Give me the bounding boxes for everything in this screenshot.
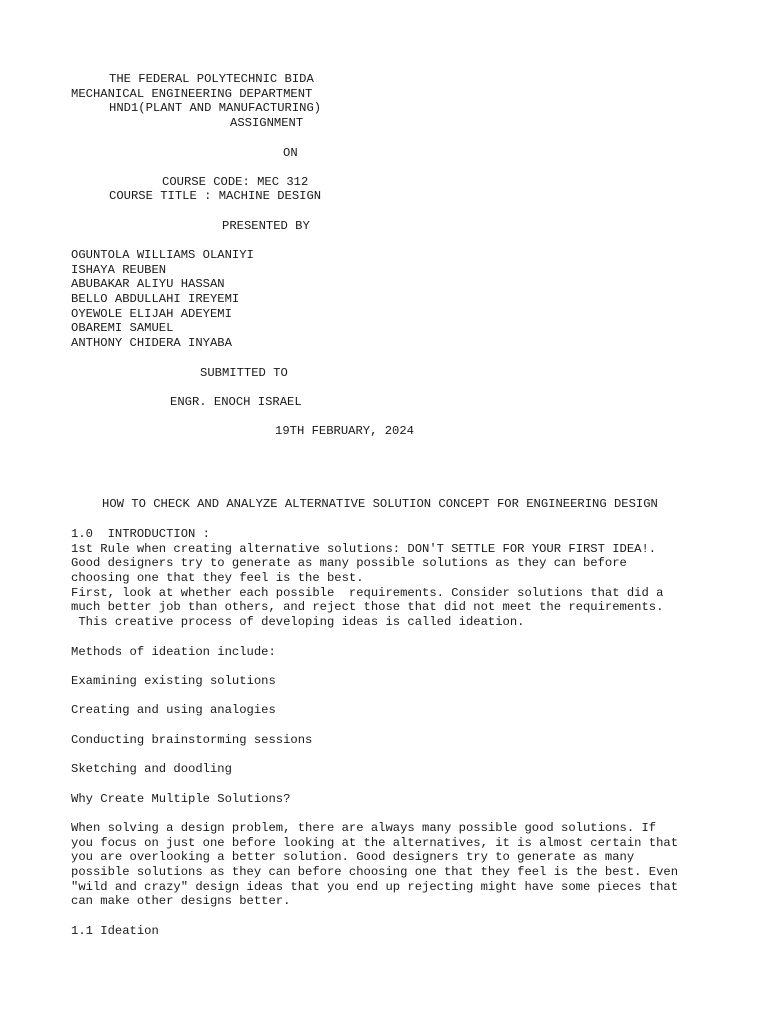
presenter-name: ABUBAKAR ALIYU HASSAN	[71, 277, 225, 291]
why-line: can make other designs better.	[71, 894, 291, 908]
why-line: you are overlooking a better solution. Good designers try to generate as many	[71, 850, 635, 864]
presenter-name: OYEWOLE ELIJAH ADEYEMI	[71, 307, 232, 321]
intro-line: much better job than others, and reject those that did not meet the requirements.	[71, 600, 664, 614]
course-title: COURSE TITLE : MACHINE DESIGN	[109, 189, 322, 203]
presenter-name: OGUNTOLA WILLIAMS OLANIYI	[71, 248, 254, 262]
why-heading: Why Create Multiple Solutions?	[71, 792, 291, 806]
intro-line: choosing one that they feel is the best.	[71, 571, 364, 585]
why-line: possible solutions as they can before choosing one that they feel is the best. Even	[71, 865, 679, 879]
department-name: MECHANICAL ENGINEERING DEPARTMENT	[71, 87, 313, 101]
method-item: Conducting brainstorming sessions	[71, 733, 313, 747]
institution-name: THE FEDERAL POLYTECHNIC BIDA	[109, 72, 314, 86]
intro-heading: 1.0 INTRODUCTION :	[71, 527, 210, 541]
document-title: HOW TO CHECK AND ANALYZE ALTERNATIVE SOLUTION CONCEPT FOR ENGINEERING DESIGN	[102, 497, 658, 511]
method-item: Creating and using analogies	[71, 703, 276, 717]
submission-date: 19TH FEBRUARY, 2024	[275, 424, 414, 438]
submitted-to-label: SUBMITTED TO	[200, 366, 288, 380]
why-line: When solving a design problem, there are always many possible good solutions. If	[71, 821, 657, 835]
program-name: HND1(PLANT AND MANUFACTURING)	[109, 101, 322, 115]
section-heading: 1.1 Ideation	[71, 924, 159, 938]
intro-line: This creative process of developing ideas is called ideation.	[71, 615, 525, 629]
presenter-name: OBAREMI SAMUEL	[71, 321, 174, 335]
intro-line: Good designers try to generate as many possible solutions as they can before	[71, 556, 627, 570]
assignment-label: ASSIGNMENT	[230, 116, 304, 130]
methods-heading: Methods of ideation include:	[71, 645, 276, 659]
method-item: Examining existing solutions	[71, 674, 276, 688]
intro-line: 1st Rule when creating alternative solutions: DON'T SETTLE FOR YOUR FIRST IDEA!.	[71, 542, 657, 556]
lecturer-name: ENGR. ENOCH ISRAEL	[170, 395, 302, 409]
presenter-name: BELLO ABDULLAHI IREYEMI	[71, 292, 240, 306]
presenter-name: ISHAYA REUBEN	[71, 263, 167, 277]
method-item: Sketching and doodling	[71, 762, 232, 776]
presenter-name: ANTHONY CHIDERA INYABA	[71, 336, 232, 350]
course-code: COURSE CODE: MEC 312	[162, 175, 309, 189]
why-line: "wild and crazy" design ideas that you end up rejecting might have some pieces that	[71, 880, 679, 894]
on-label: ON	[283, 146, 298, 160]
intro-line: First, look at whether each possible requirements. Consider solutions that did a	[71, 586, 664, 600]
why-line: you focus on just one before looking at the alternatives, it is almost certain that	[71, 836, 679, 850]
presented-by-label: PRESENTED BY	[222, 219, 310, 233]
